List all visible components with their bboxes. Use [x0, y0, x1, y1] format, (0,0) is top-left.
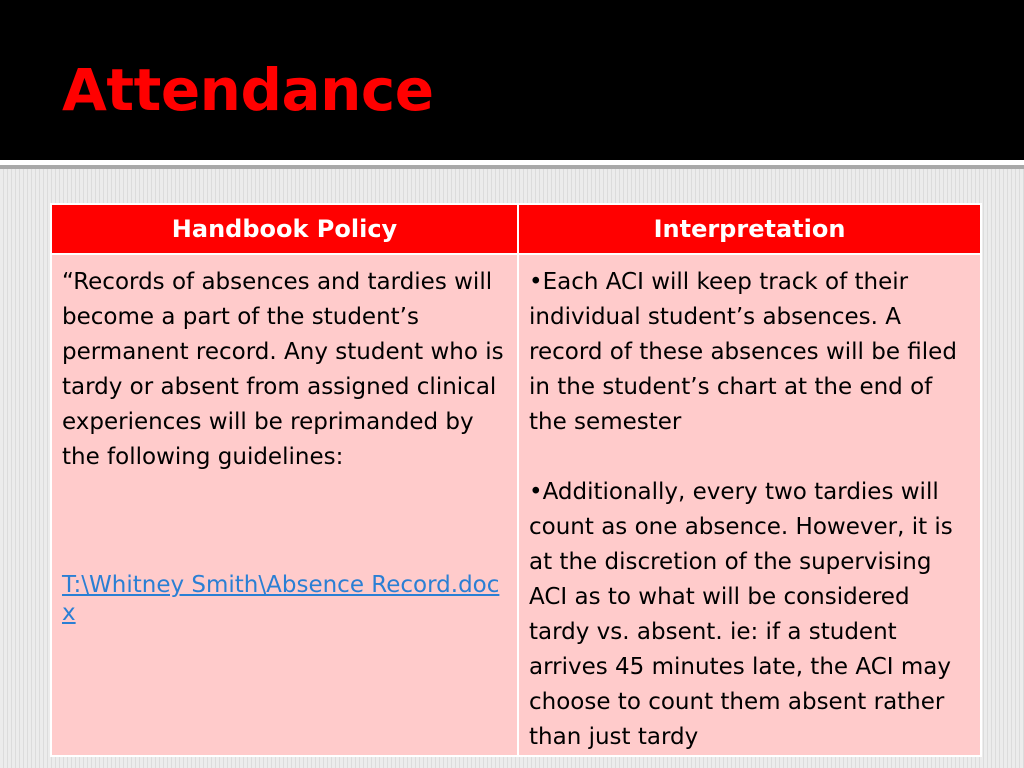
- interpretation-bullet: •Each ACI will keep track of their individual student’s absences. A record of these absences will be filed in the student’s chart at the end of the semester: [529, 269, 957, 435]
- interpretation-cell: [518, 254, 981, 756]
- title-divider-shadow: [0, 165, 1024, 169]
- slide-title: Attendance: [62, 56, 434, 124]
- table-header-row: [51, 204, 981, 254]
- policy-table: [50, 203, 982, 757]
- absence-record-link[interactable]: T:\Whitney Smith\Absence Record.docx: [62, 572, 500, 626]
- table-row: [51, 254, 981, 756]
- interpretation-bullet: •Additionally, every two tardies will count as one absence. However, it is at the discretion of the supervising ACI as to what will be considered tardy vs. absent. ie: if a student arrives 45 minutes late, the ACI may choose to count them absent rather than just tardy: [529, 479, 953, 750]
- header-handbook-policy: Handbook Policy: [51, 204, 518, 254]
- policy-text: “Records of absences and tardies will become a part of the student’s permanent record. Any student who is tardy or absent from assigned clinical experiences will be reprimanded by the following guidelines:: [62, 269, 504, 470]
- title-bar: [0, 0, 1024, 160]
- absence-record-link-wrap: [62, 571, 502, 627]
- policy-cell: [51, 254, 518, 756]
- header-interpretation: Interpretation: [518, 204, 981, 254]
